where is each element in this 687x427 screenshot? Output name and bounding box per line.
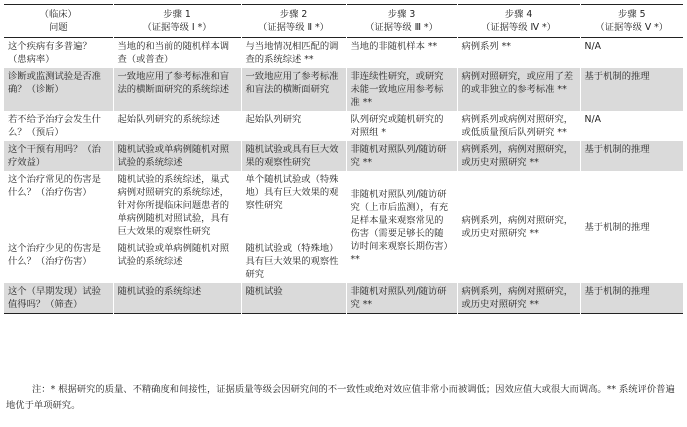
step-4-cell: 病例系列或病例对照研究，或低质量预后队列研究 **	[457, 111, 580, 141]
step-3-cell: 当地的非随机样本 **	[346, 38, 457, 69]
table-row	[4, 141, 683, 171]
table-row	[4, 111, 683, 141]
step-1-cell: 当地的和当前的随机样本调查（或普查）	[113, 38, 241, 69]
step-2-cell: 随机试验或具有巨大效果的观察性研究	[241, 141, 346, 171]
step-2-cell: 与当地情况相匹配的调查的系统综述 **	[241, 38, 346, 69]
step-3-cell: 非随机对照队列/随访研究（上市后监测），有充足样本量来观察常见的伤害（需要足够长的随访时间来观察长期伤害）**	[346, 171, 457, 283]
step-5-cell: 基于机制的推理	[580, 141, 683, 171]
header-question	[4, 5, 113, 38]
step-4-cell: 病例系列，病例对照研究，或历史对照研究 **	[457, 141, 580, 171]
step-1-cell: 随机试验或单病例随机对照试验的系统综述	[113, 240, 241, 283]
header-step-3-level: （证据等级 Ⅲ *）	[365, 22, 438, 33]
step-1-cell: 随机试验的系统综述	[113, 283, 241, 314]
step-3-cell: 非随机对照队列/随访研究 **	[346, 283, 457, 314]
question-cell: 这个干预有用吗？（治疗效益）	[4, 141, 113, 171]
step-4-cell: 病例系列，病例对照研究，或历史对照研究 **	[457, 171, 580, 283]
step-1-cell: 起始队列研究的系统综述	[113, 111, 241, 141]
header-step-3	[346, 5, 457, 38]
step-5-cell: N/A	[580, 38, 683, 69]
header-step-1-title: 步骤 1	[163, 9, 191, 20]
step-4-cell: 病例对照研究，或应用了差的或非独立的参考标准 **	[457, 68, 580, 111]
header-step-1	[113, 5, 241, 38]
header-question-line2: 问题	[48, 22, 68, 33]
header-step-2-level: （证据等级 Ⅱ *）	[258, 22, 329, 33]
step-2-cell: 随机试验	[241, 283, 346, 314]
table-row	[4, 283, 683, 314]
step-5-cell: 基于机制的推理	[580, 68, 683, 111]
step-2-cell: 随机试验或（特殊地）具有巨大效果的观察性研究	[241, 240, 346, 283]
table-footnote: 注：* 根据研究的质量、不精确度和间接性，证据质量等级会因研究间的不一致性或绝对效应值非常小而被调低；因效应值大或很大而调高。** 系统评价普遍地优于单项研究。	[6, 384, 675, 411]
step-3-cell: 队列研究或随机研究的对照组 *	[346, 111, 457, 141]
header-step-5-title: 步骤 5	[618, 9, 646, 20]
step-3-cell: 非连续性研究，或研究未能一致地应用参考标准 **	[346, 68, 457, 111]
header-step-4	[457, 5, 580, 38]
header-step-5-level: （证据等级 Ⅴ *）	[595, 22, 669, 33]
step-2-cell: 单个随机试验或（特殊地）具有巨大效果的观察性研究	[241, 171, 346, 240]
header-step-1-level: （证据等级 Ⅰ *）	[142, 22, 212, 33]
table-header-row	[4, 5, 683, 38]
question-cell: 这个治疗少见的伤害是什么？（治疗伤害）	[8, 243, 101, 267]
step-1-cell: 随机试验的系统综述，巢式病例对照研究的系统综述，针对你所提临床问题患者的单病例随机对照试验，具有巨大效果的观察性研究	[113, 171, 241, 240]
header-step-4-title: 步骤 4	[504, 9, 533, 20]
header-step-2	[241, 5, 346, 38]
step-5-cell: 基于机制的推理	[580, 283, 683, 314]
evidence-levels-table	[4, 4, 683, 314]
header-step-5	[580, 5, 683, 38]
step-4-cell: 病例系列 **	[457, 38, 580, 69]
step-2-cell: 起始队列研究	[241, 111, 346, 141]
step-4-cell: 病例系列，病例对照研究，或历史对照研究 **	[457, 283, 580, 314]
header-step-4-level: （证据等级 Ⅳ *）	[481, 22, 556, 33]
question-cell: 若不给予治疗会发生什么？（预后）	[8, 114, 101, 138]
step-5-cell: 基于机制的推理	[580, 171, 683, 283]
question-cell: 这个（早期发现）试验值得吗？（筛查）	[4, 283, 113, 314]
step-5-cell: N/A	[580, 111, 683, 141]
step-3-cell: 非随机对照队列/随访研究 **	[346, 141, 457, 171]
step-2-cell: 一致地应用了参考标准和盲法的横断面研究	[241, 68, 346, 111]
step-1-cell: 一致地应用了参考标准和盲法的横断面研究的系统综述	[113, 68, 241, 111]
question-cell: 诊断或监测试验是否准确？（诊断）	[4, 68, 113, 111]
question-cell: 这个疾病有多普遍？（患病率）	[8, 41, 92, 65]
header-step-3-title: 步骤 3	[387, 9, 416, 20]
step-1-cell: 随机试验或单病例随机对照试验的系统综述	[113, 141, 241, 171]
header-step-2-title: 步骤 2	[279, 9, 308, 20]
header-question-line1: （临床）	[39, 9, 77, 20]
question-cell: 这个治疗常见的伤害是什么？（治疗伤害）	[8, 174, 101, 198]
table-row	[4, 68, 683, 111]
table-row	[4, 38, 683, 69]
table-row	[4, 171, 683, 240]
